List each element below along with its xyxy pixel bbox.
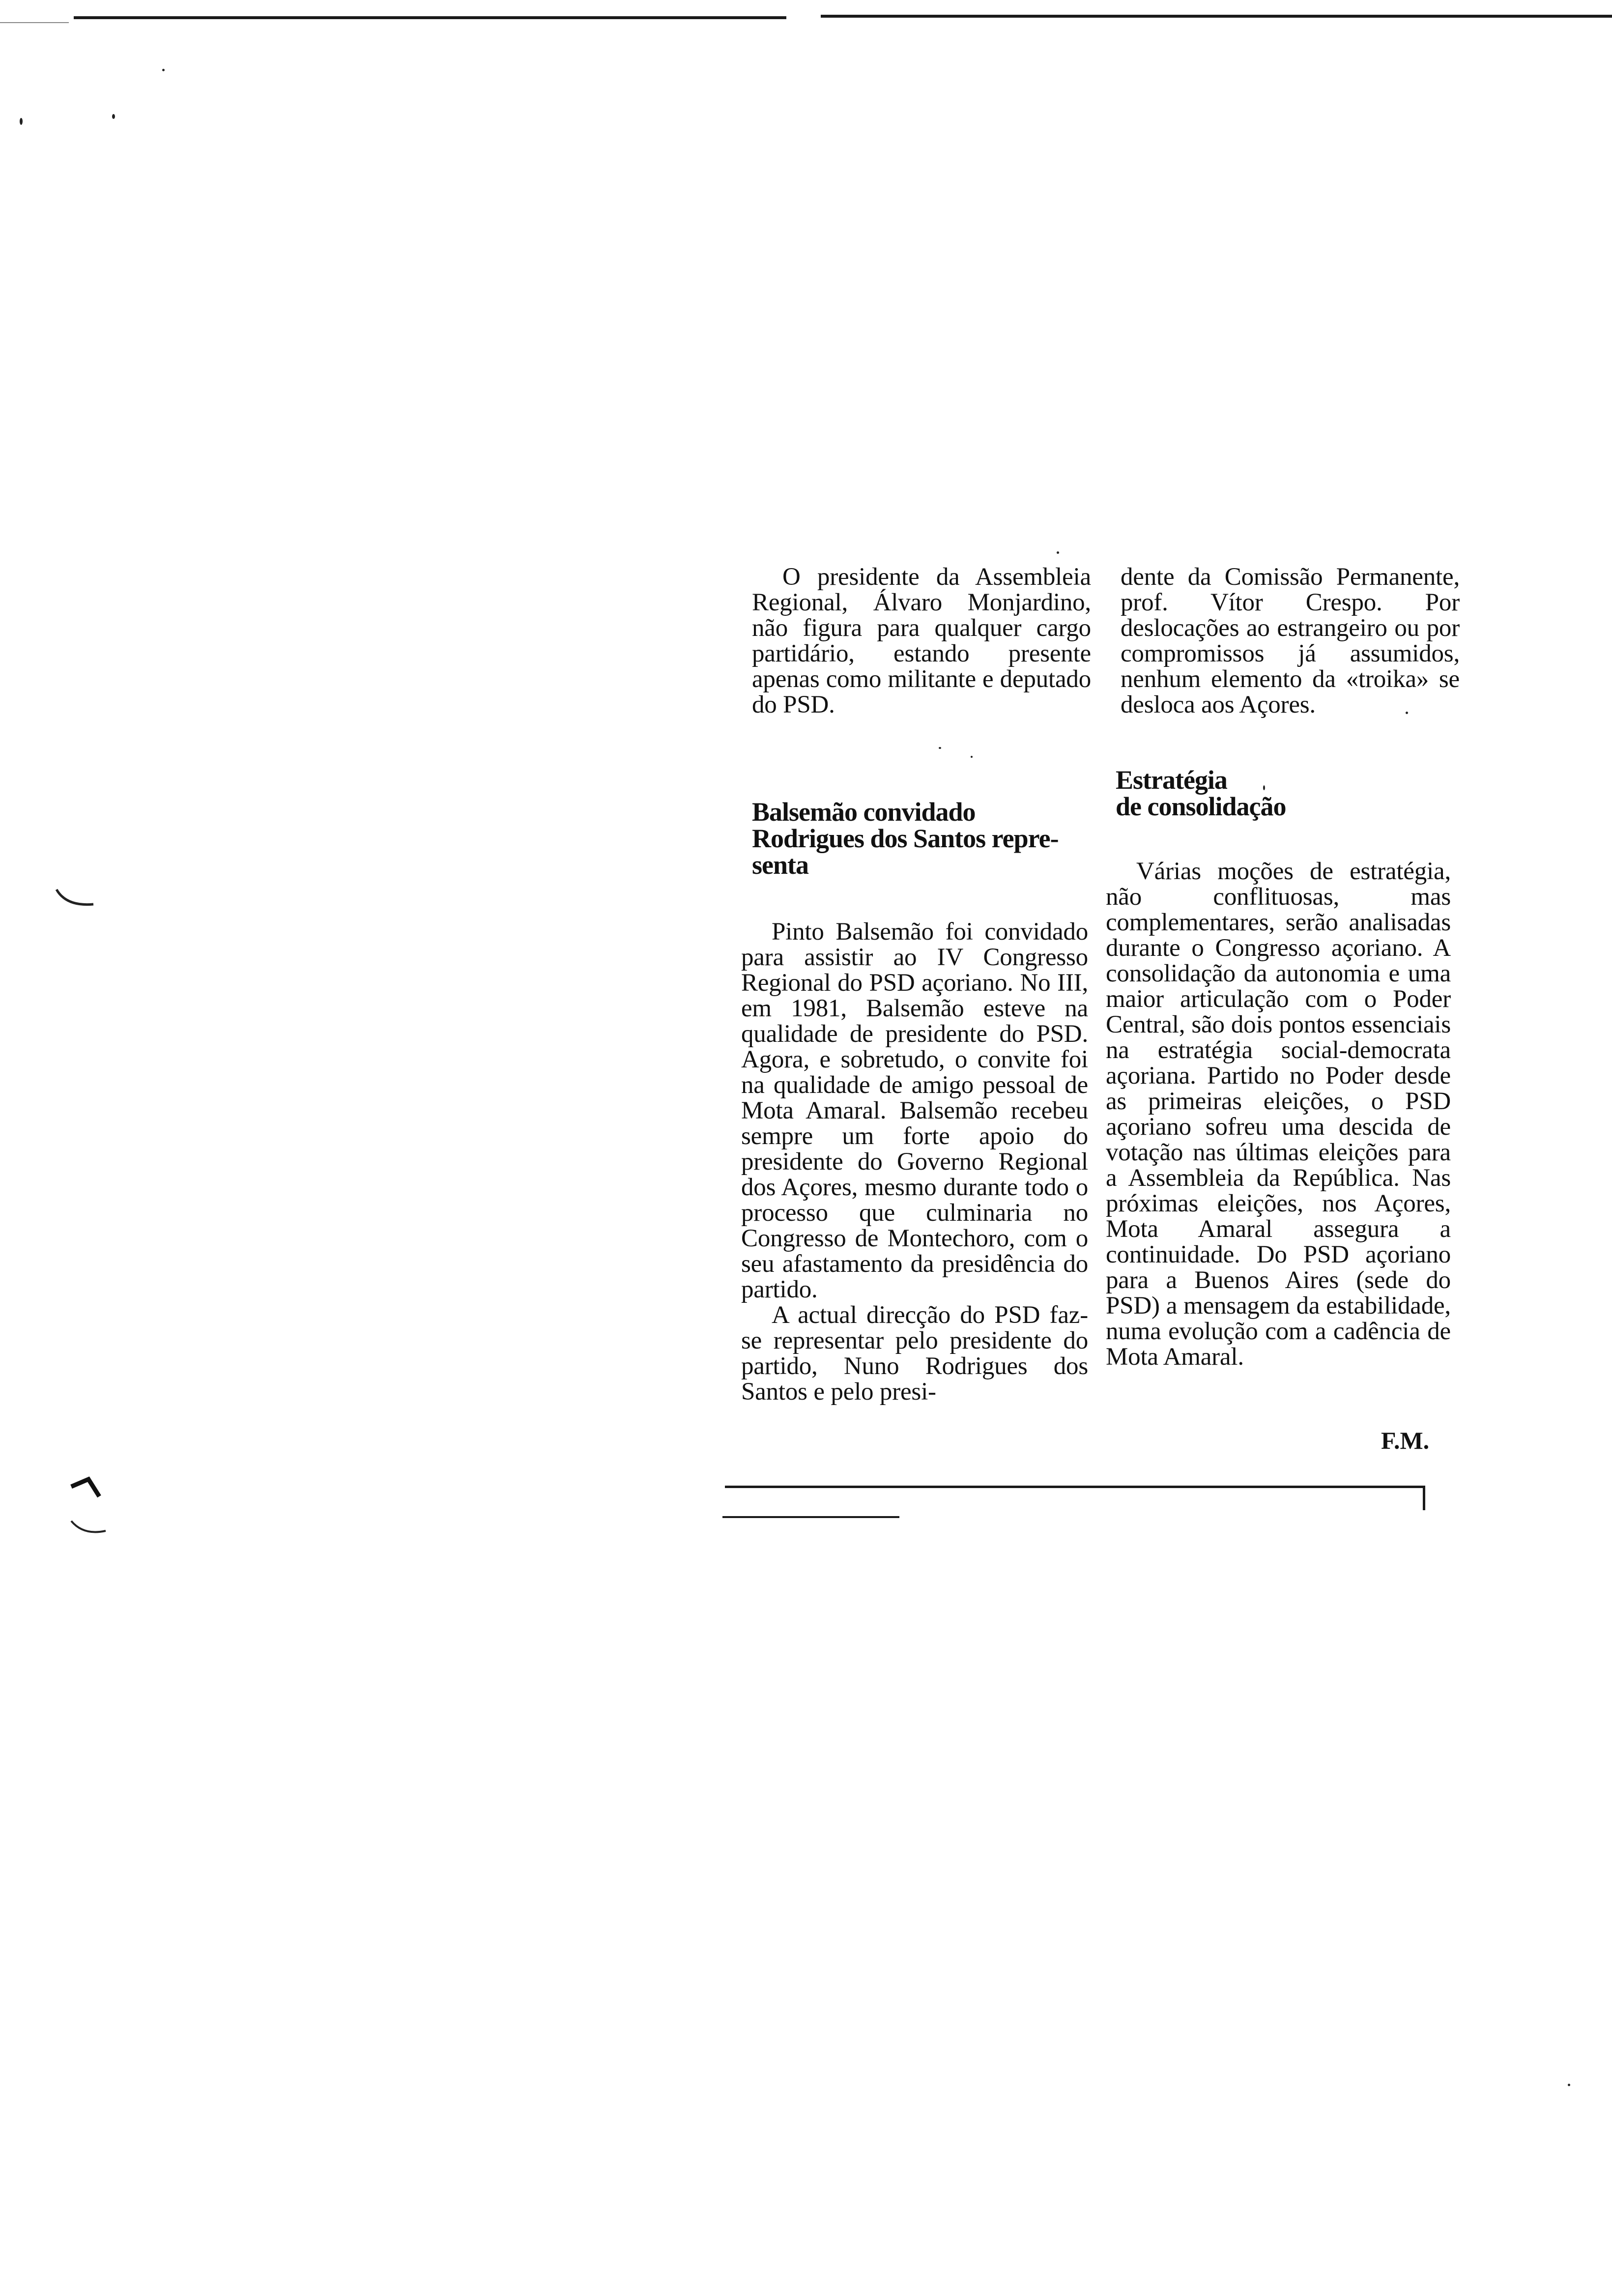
section-heading-estrategia [1116,767,1460,820]
scan-speck [20,118,23,125]
author-signature: F.M. [1381,1427,1430,1454]
paragraph: Várias moções de estratégia, não conflituosas, mas complementares, serão analisadas durante o Congresso açoriano. A consolidação da autonomia e uma maior articulação com o Poder Central, são dois pontos essenciais na estratégia social-democrata açoriana. Partido no Poder desde as primeiras eleições, o PSD açoriano sofreu uma descida de votação nas últimas eleições para a Assembleia da República. Nas próximas eleições, nos Açores, Mota Amaral assegura a continuidade. Do PSD açoriano para a Buenos Aires (sede do PSD) a mensagem da estabilidade, numa evolução com a cadência de Mota Amaral. [1106,858,1451,1371]
heading-line: Balsemão convidado [752,797,976,827]
top-rule-left [74,16,786,19]
section-heading-balsemao [752,799,1096,878]
intro-column-right [1121,564,1460,718]
scan-speck [162,69,165,71]
top-rule-right [821,15,1612,18]
paragraph: Pinto Balsemão foi convidado para assistir ao IV Congresso Regional do PSD açoriano. No III, em 1981, Balsemão esteve na qualidade de presidente do PSD. Agora, e sobretudo, o convite foi na qualidade de amigo pessoal de Mota Amaral. Balsemão recebeu sempre um forte apoio do presidente do Governo Regional dos Açores, mesmo durante todo o processo que culminaria no Congresso de Montechoro, com o seu afastamento da presidência do partido. [741,918,1088,1303]
section-body-estrategia [1106,859,1451,1370]
scan-speck [971,756,973,758]
intro-column-left [752,564,1091,718]
heading-line: de consolidação [1116,792,1286,821]
top-rule-faint [0,22,69,23]
margin-mark [69,1474,108,1499]
bottom-rule-short [722,1516,899,1518]
margin-mark [69,1519,108,1538]
scan-speck [1568,2084,1570,2086]
heading-line: Rodrigues dos Santos repre- [752,824,1059,853]
paragraph: A actual direcção do PSD faz-se representar pelo presidente do partido, Nuno Rodrigues dos Santos e pelo presi- [741,1301,1088,1406]
scan-speck [1057,551,1059,554]
margin-mark [54,885,98,909]
heading-line: senta [752,850,808,880]
scan-speck [112,114,115,119]
bottom-rule-long [725,1486,1425,1488]
intro-paragraph-left: O presidente da Assembleia Regional, Álvaro Monjardino, não figura para qualquer cargo partidário, estando presente apenas como militante e deputado do PSD. [752,563,1091,718]
scan-speck [939,747,941,749]
bottom-rule-end [1423,1486,1425,1510]
heading-line: Estratégia [1116,765,1227,795]
section-body-balsemao [741,919,1088,1405]
intro-paragraph-right: dente da Comissão Permanente, prof. Vítor Crespo. Por deslocações ao estrangeiro ou por compromissos já assumidos, nenhum elemento da «troika» se desloca aos Açores. [1121,563,1460,718]
